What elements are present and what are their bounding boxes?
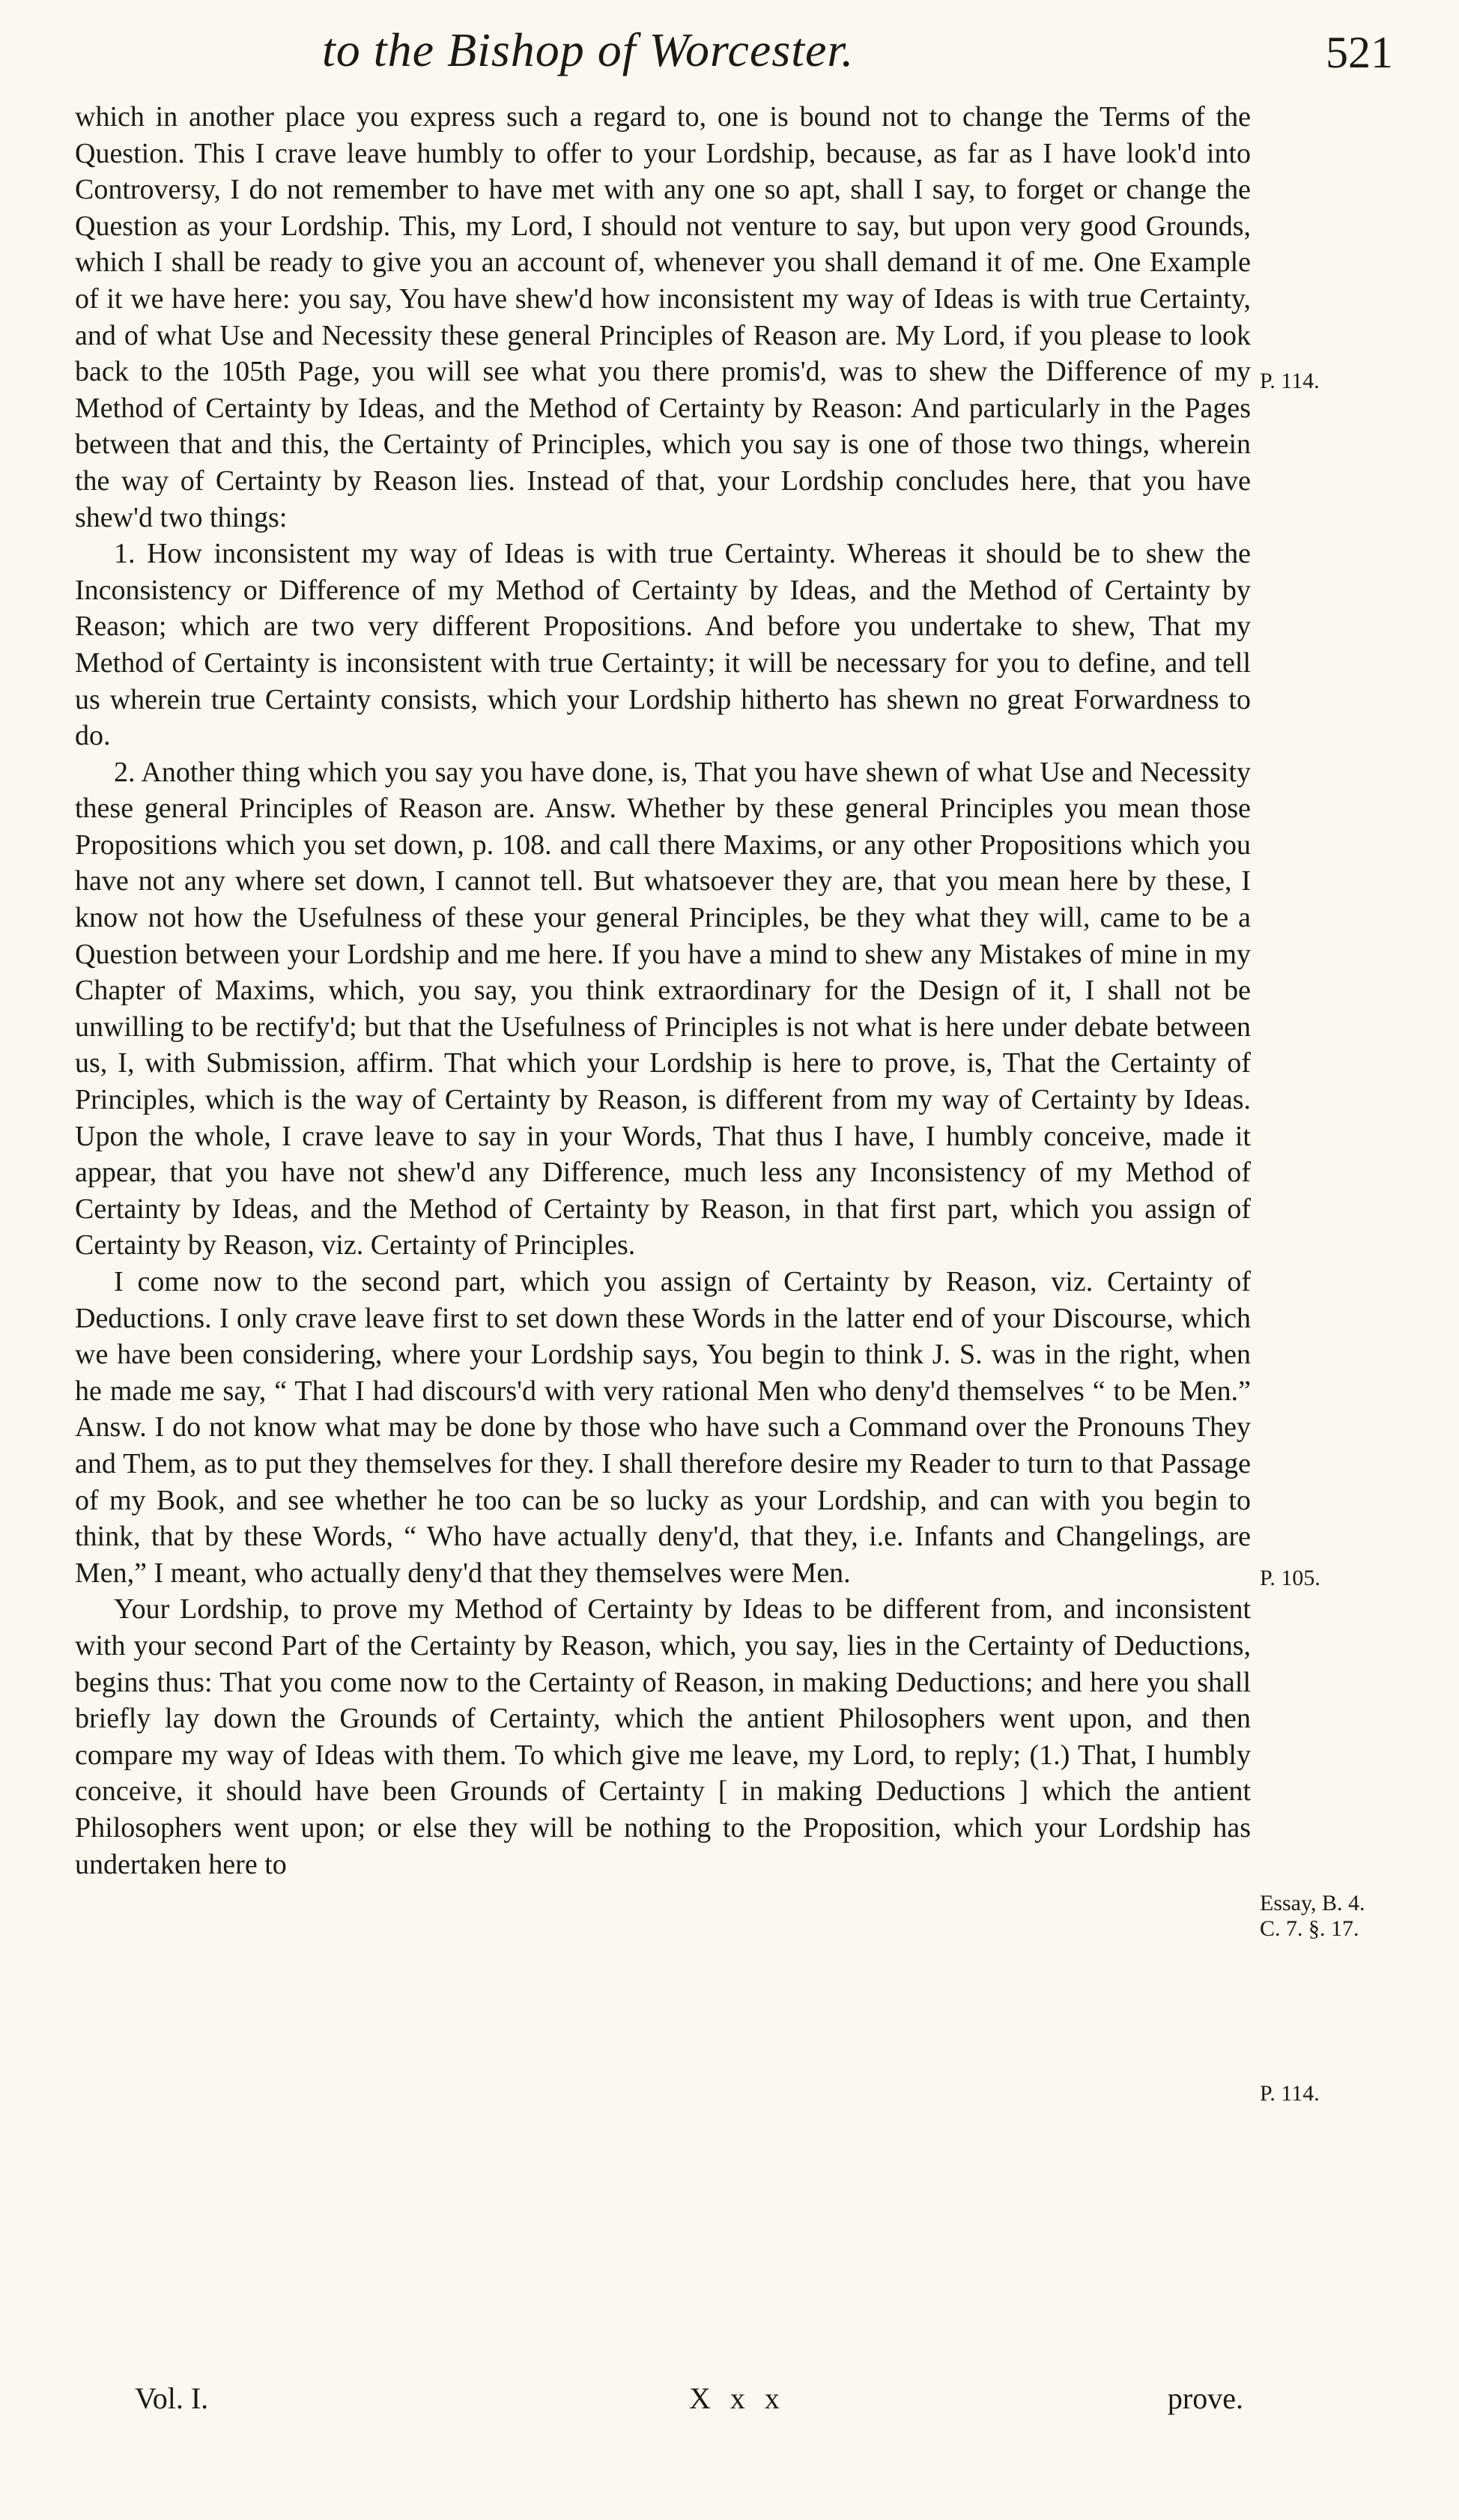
- page-footer: [135, 2381, 1243, 2418]
- paragraph-point-2: 2. Another thing which you say you have done, is, That you have shewn of what Use and Necessity these general Principles of Reason are. Answ. Whether by these general Principles you mean those Propositions which you set down, p. 108. and call there Maxims, or any other Propositions which you have not any where set down, I cannot tell. But whatsoever they are, that you mean here by these, I know not how the Usefulness of these your general Principles, be they what they will, came to be a Question between your Lordship and me here. If you have a mind to shew any Mistakes of mine in my Chapter of Maxims, which, you say, you think extraordinary for the Design of it, I shall not be unwilling to be rectify'd; but that the Usefulness of Principles is not what is here under debate between us, I, with Submission, affirm. That which your Lordship is here to prove, is, That the Certainty of Principles, which is the way of Certainty by Reason, is different from my way of Certainty by Ideas. Upon the whole, I crave leave to say in your Words, That thus I have, I humbly conceive, made it appear, that you have not shew'd any Difference, much less any Inconsistency of my Method of Certainty by Ideas, and the Method of Certainty by Reason, in that first part, which you assign of Certainty by Reason, viz. Certainty of Principles.: [75, 756, 1251, 1261]
- signature-mark: X x x: [689, 2381, 786, 2415]
- body-text: [75, 99, 1251, 1883]
- catchword: prove.: [1167, 2381, 1243, 2415]
- page-number: 521: [1326, 28, 1393, 77]
- paragraph-1: which in another place you express such a regard to, one is bound not to change the Terms of the Question. This I crave leave humbly to offer to your Lordship, because, as far as I have look'd into Controversy, I do not remember to have met with any one so apt, shall I say, to forget or change the Question as your Lordship. This, my Lord, I should not venture to say, but upon very good Grounds, which I shall be ready to give you an account of, whenever you shall demand it of me. One Example of it we have here: you say, You have shew'd how inconsistent my way of Ideas is with true Certainty, and of what Use and Necessity these general Principles of Reason are. My Lord, if you please to look back to the 105th Page, you will see what you there promis'd, was to shew the Difference of my Method of Certainty by Ideas, and the Method of Certainty by Reason: And particularly in the Pages between that and this, the Certainty of Principles, which you say is one of those two things, wherein the way of Certainty by Reason lies. Instead of that, your Lordship concludes here, that you have shew'd two things:: [75, 101, 1251, 533]
- margin-note-p114: P. 114.: [1260, 369, 1320, 393]
- margin-note-p114-second: P. 114.: [1260, 2081, 1320, 2106]
- page-header: [75, 22, 1393, 90]
- paragraph-method: Your Lordship, to prove my Method of Certainty by Ideas to be different from, and inconsistent with your second Part of the Certainty by Reason, which, you say, lies in the Certainty of Deductions, begins thus: That you come now to the Certainty of Reason, in making Deductions; and here you shall briefly lay down the Grounds of Certainty, which the antient Philosophers went upon, and then compare my way of Ideas with them. To which give me leave, my Lord, to reply; (1.) That, I humbly conceive, it should have been Grounds of Certainty [ in making Deductions ] which the antient Philosophers went upon; or else they will be nothing to the Proposition, which your Lordship has undertaken here to: [75, 1593, 1251, 1880]
- volume-label: Vol. I.: [135, 2381, 209, 2415]
- margin-note-essay: [1260, 1891, 1365, 1942]
- paragraph-point-1: 1. How inconsistent my way of Ideas is with true Certainty. Whereas it should be to shew the Inconsistency or Difference of my Method of Certainty by Ideas, and the Method of Certainty by Reason; which are two very different Propositions. And before you undertake to shew, That my Method of Certainty is inconsistent with true Certainty; it will be necessary for you to define, and tell us wherein true Certainty consists, which your Lordship hitherto has shewn no great Forwardness to do.: [75, 538, 1251, 752]
- paragraph-deductions: I come now to the second part, which you assign of Certainty by Reason, viz. Certainty of Deductions. I only crave leave first to set down these Words in the latter end of your Discourse, which we have been considering, where your Lordship says, You begin to think J. S. was in the right, when he made me say, “ That I had discours'd with very rational Men who deny'd themselves “ to be Men.” Answ. I do not know what may be done by those who have such a Command over the Pronouns They and Them, as to put they themselves for they. I shall therefore desire my Reader to turn to that Passage of my Book, and see whether he too can be so lucky as your Lordship, and can with you begin to think, that by these Words, “ Who have actually deny'd, that they, i.e. Infants and Changelings, are Men,” I meant, who actually deny'd that they themselves were Men.: [75, 1266, 1251, 1589]
- margin-note-essay-line2: C. 7. §. 17.: [1260, 1916, 1359, 1941]
- running-head: to the Bishop of Worcester.: [322, 23, 855, 76]
- margin-note-essay-line1: Essay, B. 4.: [1260, 1891, 1365, 1915]
- margin-note-p105: P. 105.: [1260, 1566, 1320, 1590]
